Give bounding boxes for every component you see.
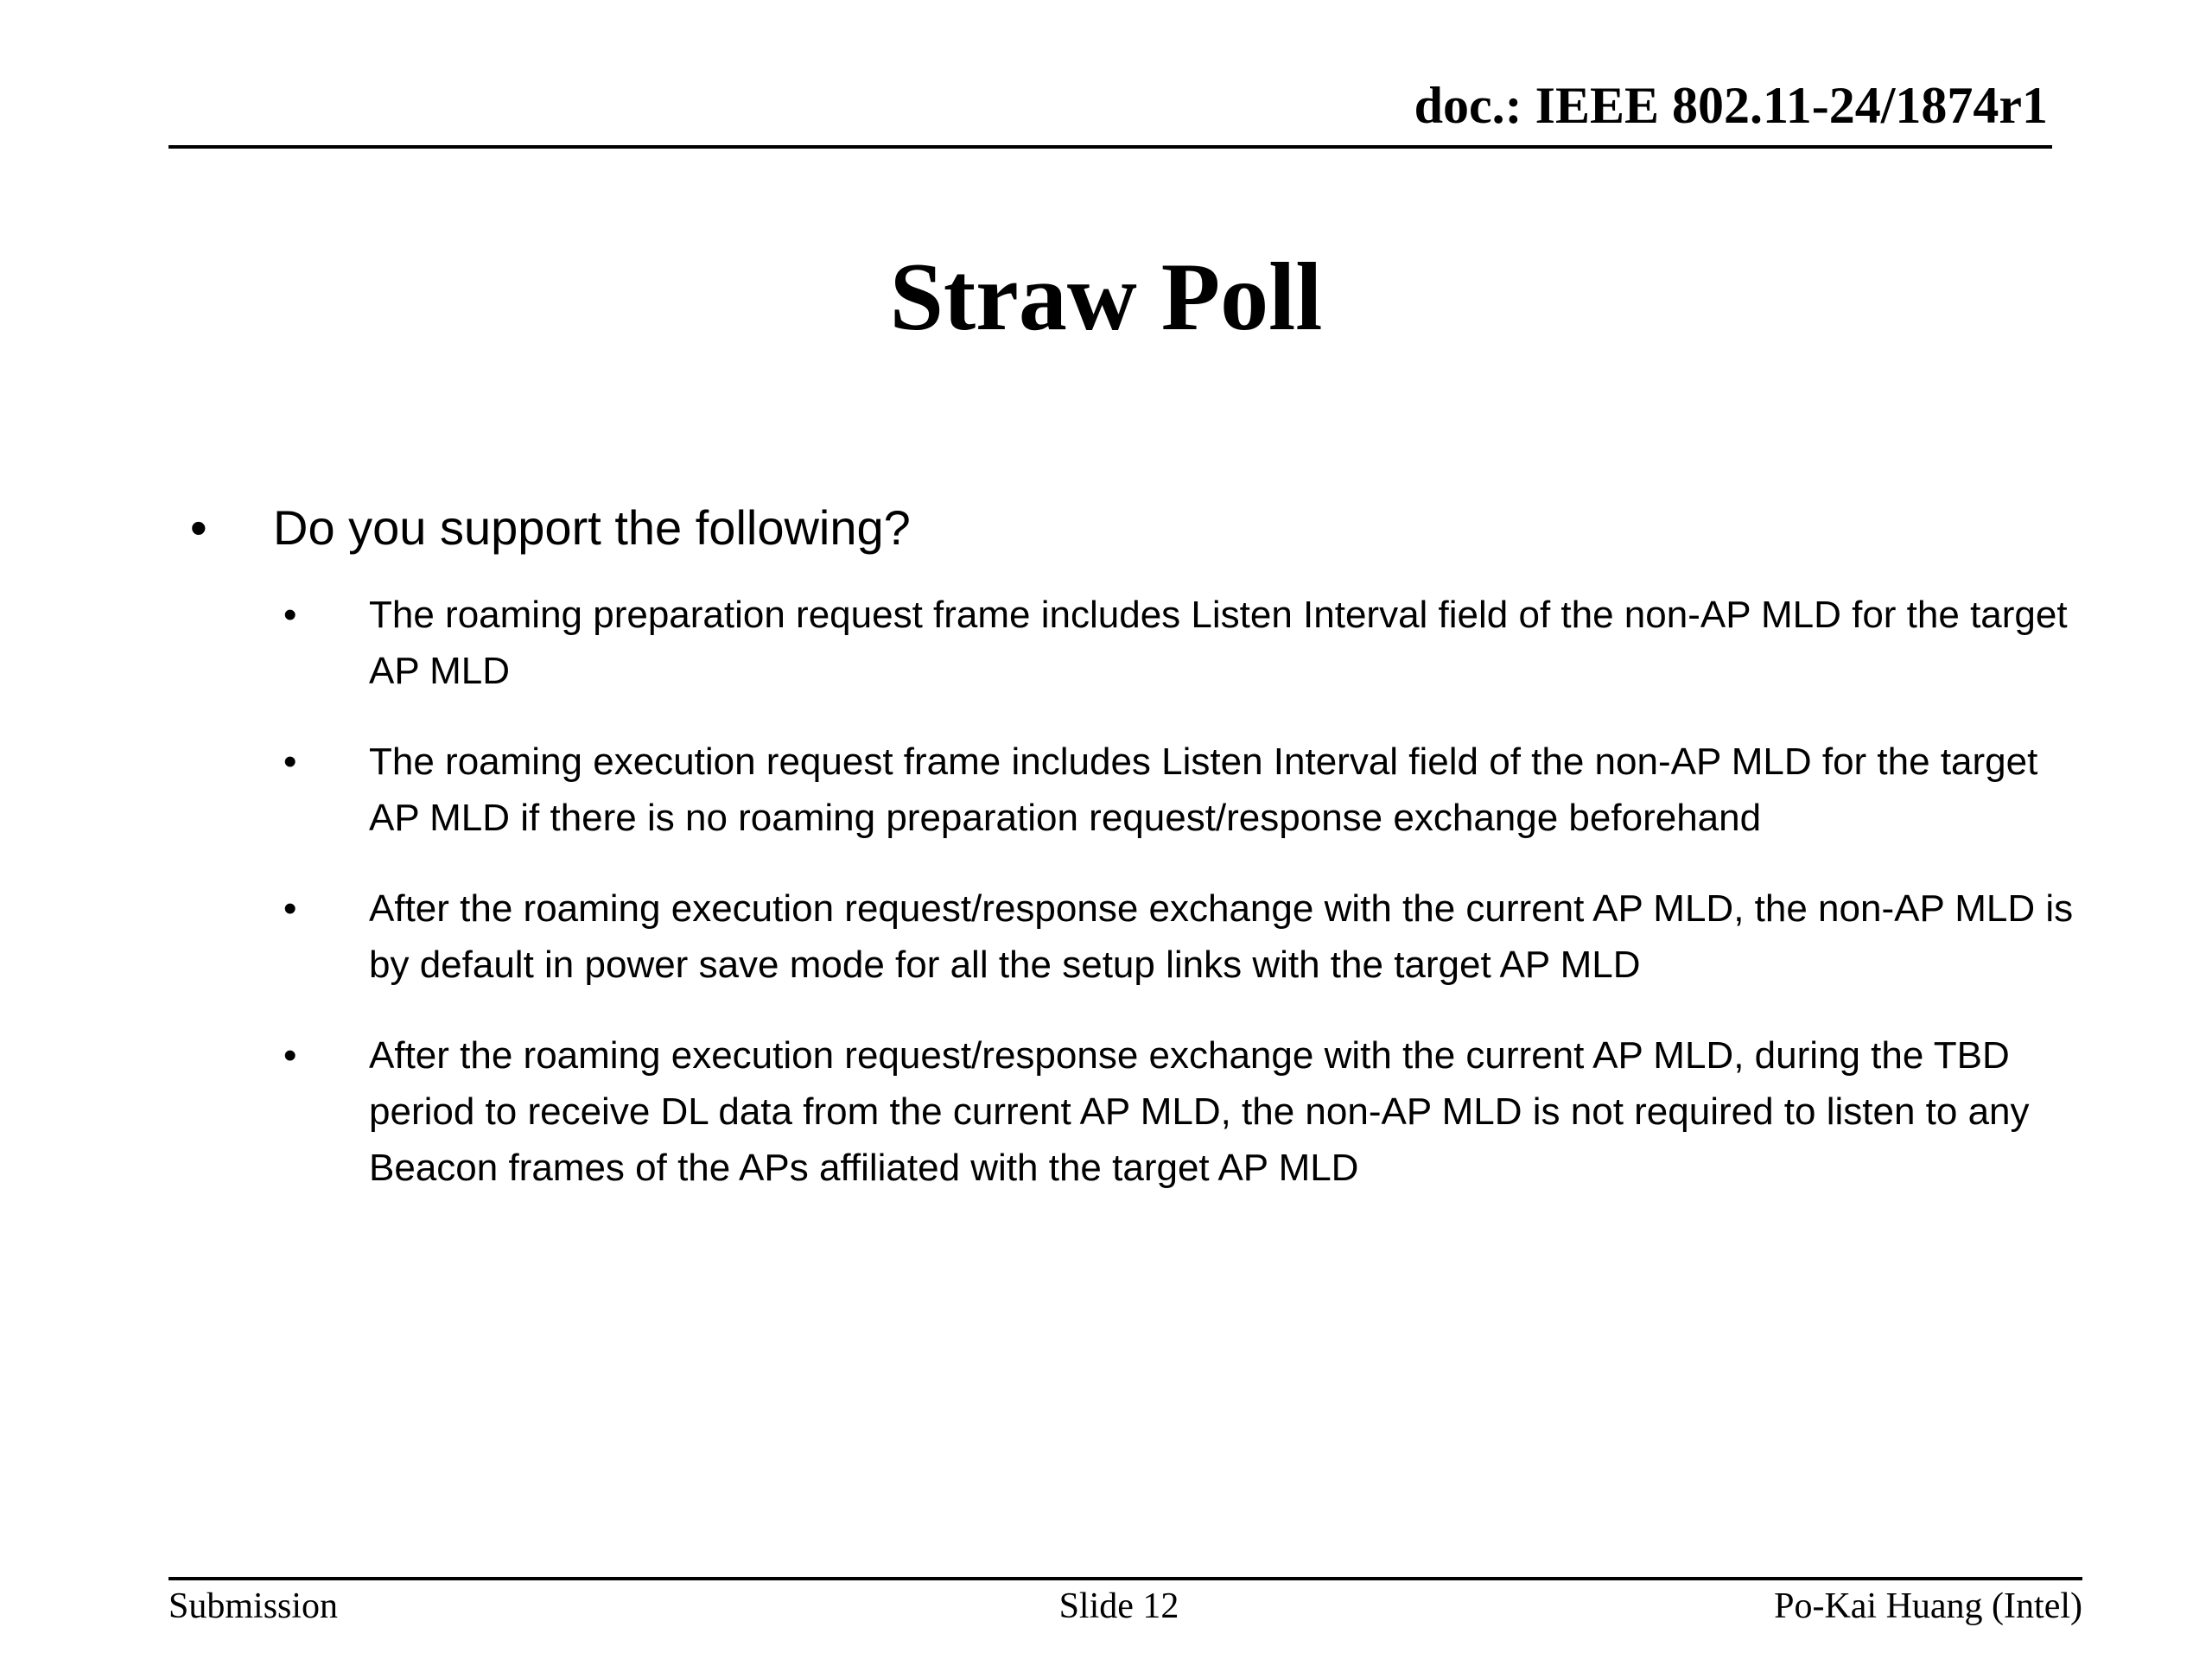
main-bullet <box>190 497 2074 559</box>
header-divider <box>168 145 2052 149</box>
bullet-icon: • <box>190 500 207 555</box>
footer-slide-number: Slide 12 <box>1058 1586 1179 1626</box>
footer-submission: Submission <box>168 1586 339 1626</box>
question-text: Do you support the following? <box>273 500 911 555</box>
slide-title: Straw Poll <box>889 244 1323 351</box>
sub-bullet-list <box>190 587 2074 1196</box>
list-item-text: The roaming execution request frame includes Listen Interval field of the non-AP MLD for the target AP MLD if there is no roaming preparation request/response exchange beforehand <box>369 741 2038 839</box>
list-item <box>190 734 2074 846</box>
slide-content <box>190 497 2074 1230</box>
list-item-text: The roaming preparation request frame includes Listen Interval field of the non-AP MLD for the target AP MLD <box>369 594 2068 692</box>
footer-author: Po-Kai Huang (Intel) <box>1774 1586 2082 1626</box>
list-item <box>190 587 2074 699</box>
list-item-text: After the roaming execution request/response exchange with the current AP MLD, during the TBD period to receive DL data from the current AP MLD, the non-AP MLD is not required to listen to any Beacon frames of the APs affiliated with the target AP MLD <box>369 1034 2030 1189</box>
bullet-icon: • <box>283 887 297 930</box>
list-item-text: After the roaming execution request/response exchange with the current AP MLD, the non-AP MLD is by default in power save mode for all the setup links with the target AP MLD <box>369 887 2074 986</box>
bullet-icon: • <box>283 741 297 783</box>
list-item <box>190 880 2074 993</box>
list-item <box>190 1027 2074 1196</box>
bullet-icon: • <box>283 594 297 636</box>
document-id: doc.: IEEE 802.11-24/1874r1 <box>1414 77 2048 134</box>
bullet-icon: • <box>283 1034 297 1077</box>
footer-divider <box>168 1577 2082 1580</box>
